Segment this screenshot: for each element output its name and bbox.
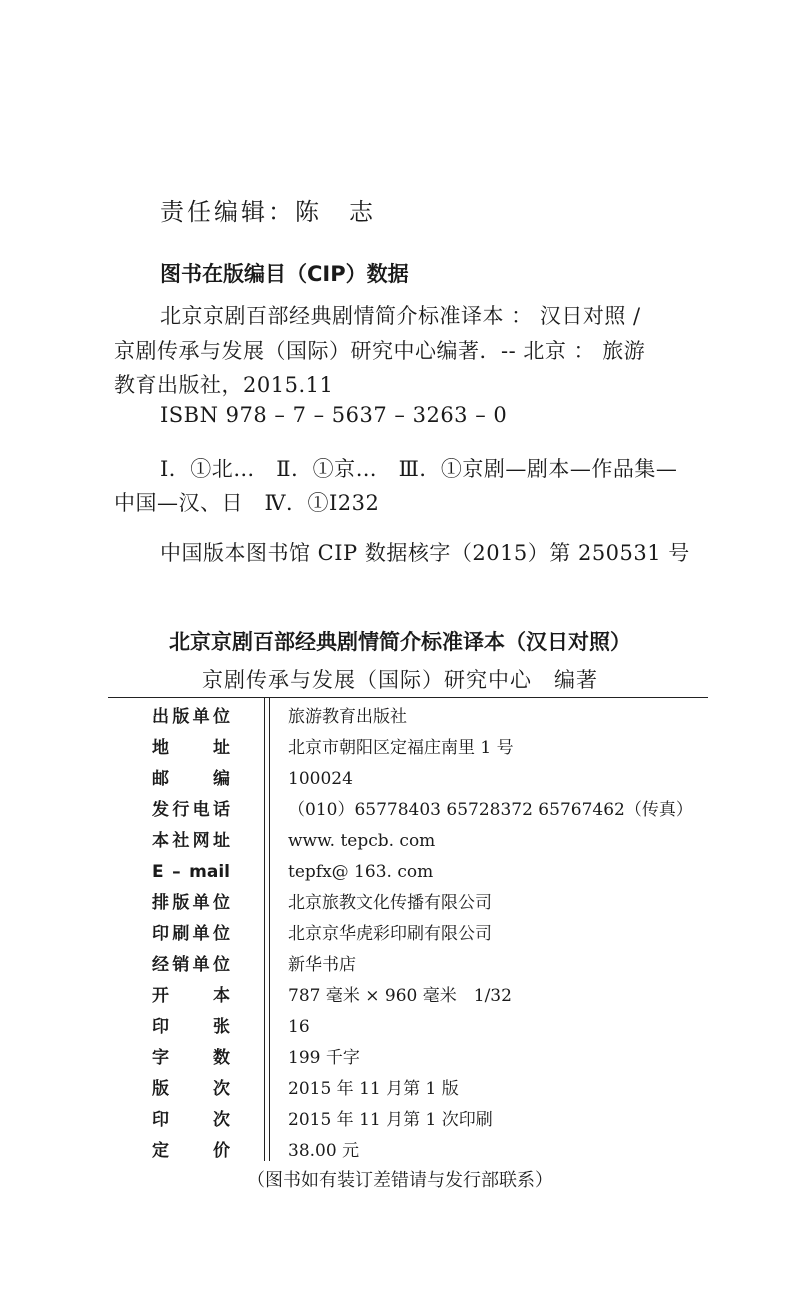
cip-line-1: 北京京剧百部经典剧情简介标准译本 ： 汉日对照 / — [160, 304, 641, 328]
info-label: 出版单位 — [152, 707, 230, 727]
binding-error-note: （图书如有装订差错请与发行部联系） — [247, 1170, 553, 1191]
info-row-website — [0, 826, 800, 857]
info-row-postcode — [0, 764, 800, 795]
info-value: 北京京华虎彩印刷有限公司 — [288, 924, 492, 944]
cip-heading: 图书在版编目（CIP）数据 — [160, 262, 409, 286]
info-row-format — [0, 981, 800, 1012]
info-row-email — [0, 857, 800, 888]
info-label: E – mail — [152, 862, 230, 882]
info-label: 经销单位 — [152, 955, 230, 975]
info-row-sheets — [0, 1012, 800, 1043]
cip-line-2: 京剧传承与发展（国际）研究中心编著．-- 北京 ： 旅游 — [114, 339, 646, 363]
info-value: tepfx@ 163. com — [288, 862, 434, 882]
responsible-editor: 责任编辑：陈 志 — [160, 198, 376, 226]
info-row-publisher — [0, 702, 800, 733]
book-author: 京剧传承与发展（国际）研究中心 编著 — [202, 668, 598, 692]
info-label: 印刷单位 — [152, 924, 230, 944]
info-label: 印张 — [152, 1017, 230, 1037]
info-row-address — [0, 733, 800, 764]
info-label: 字数 — [152, 1048, 230, 1068]
info-value: 16 — [288, 1017, 310, 1037]
info-row-distributor — [0, 950, 800, 981]
info-table-top-rule — [108, 697, 708, 698]
info-value: 787 毫米 × 960 毫米 1/32 — [288, 986, 512, 1006]
cip-classification-2: 中国—汉、日 Ⅳ．①I232 — [114, 491, 380, 515]
info-label: 定价 — [152, 1141, 230, 1161]
info-value: 新华书店 — [288, 955, 356, 975]
info-row-price — [0, 1136, 800, 1167]
info-row-printing — [0, 1105, 800, 1136]
info-label: 排版单位 — [152, 893, 230, 913]
info-value: 旅游教育出版社 — [288, 707, 407, 727]
info-label: 地址 — [152, 738, 230, 758]
info-row-typesetting — [0, 888, 800, 919]
info-label: 开本 — [152, 986, 230, 1006]
cip-verification-number: 中国版本图书馆 CIP 数据核字（2015）第 250531 号 — [160, 541, 690, 565]
info-row-phone — [0, 795, 800, 826]
info-label: 邮编 — [152, 769, 230, 789]
info-value: （010）65778403 65728372 65767462（传真） — [288, 800, 693, 820]
info-value: 2015 年 11 月第 1 版 — [288, 1079, 459, 1099]
cip-isbn: ISBN 978 – 7 – 5637 – 3263 – 0 — [160, 403, 508, 427]
info-value: www. tepcb. com — [288, 831, 436, 851]
info-label: 印次 — [152, 1110, 230, 1130]
info-row-edition — [0, 1074, 800, 1105]
info-value: 199 千字 — [288, 1048, 360, 1068]
info-value: 北京旅教文化传播有限公司 — [288, 893, 492, 913]
info-label: 本社网址 — [152, 831, 230, 851]
cip-classification-1: Ⅰ．①北… Ⅱ．①京… Ⅲ．①京剧—剧本—作品集— — [160, 457, 678, 481]
info-value: 2015 年 11 月第 1 次印刷 — [288, 1110, 493, 1130]
info-label: 发行电话 — [152, 800, 230, 820]
info-value: 北京市朝阳区定福庄南里 1 号 — [288, 738, 514, 758]
info-value: 38.00 元 — [288, 1141, 360, 1161]
info-row-word-count — [0, 1043, 800, 1074]
info-label: 版次 — [152, 1079, 230, 1099]
info-value: 100024 — [288, 769, 353, 789]
book-title: 北京京剧百部经典剧情简介标准译本（汉日对照） — [169, 630, 631, 654]
info-row-printer — [0, 919, 800, 950]
cip-line-3: 教育出版社，2015.11 — [114, 373, 334, 397]
